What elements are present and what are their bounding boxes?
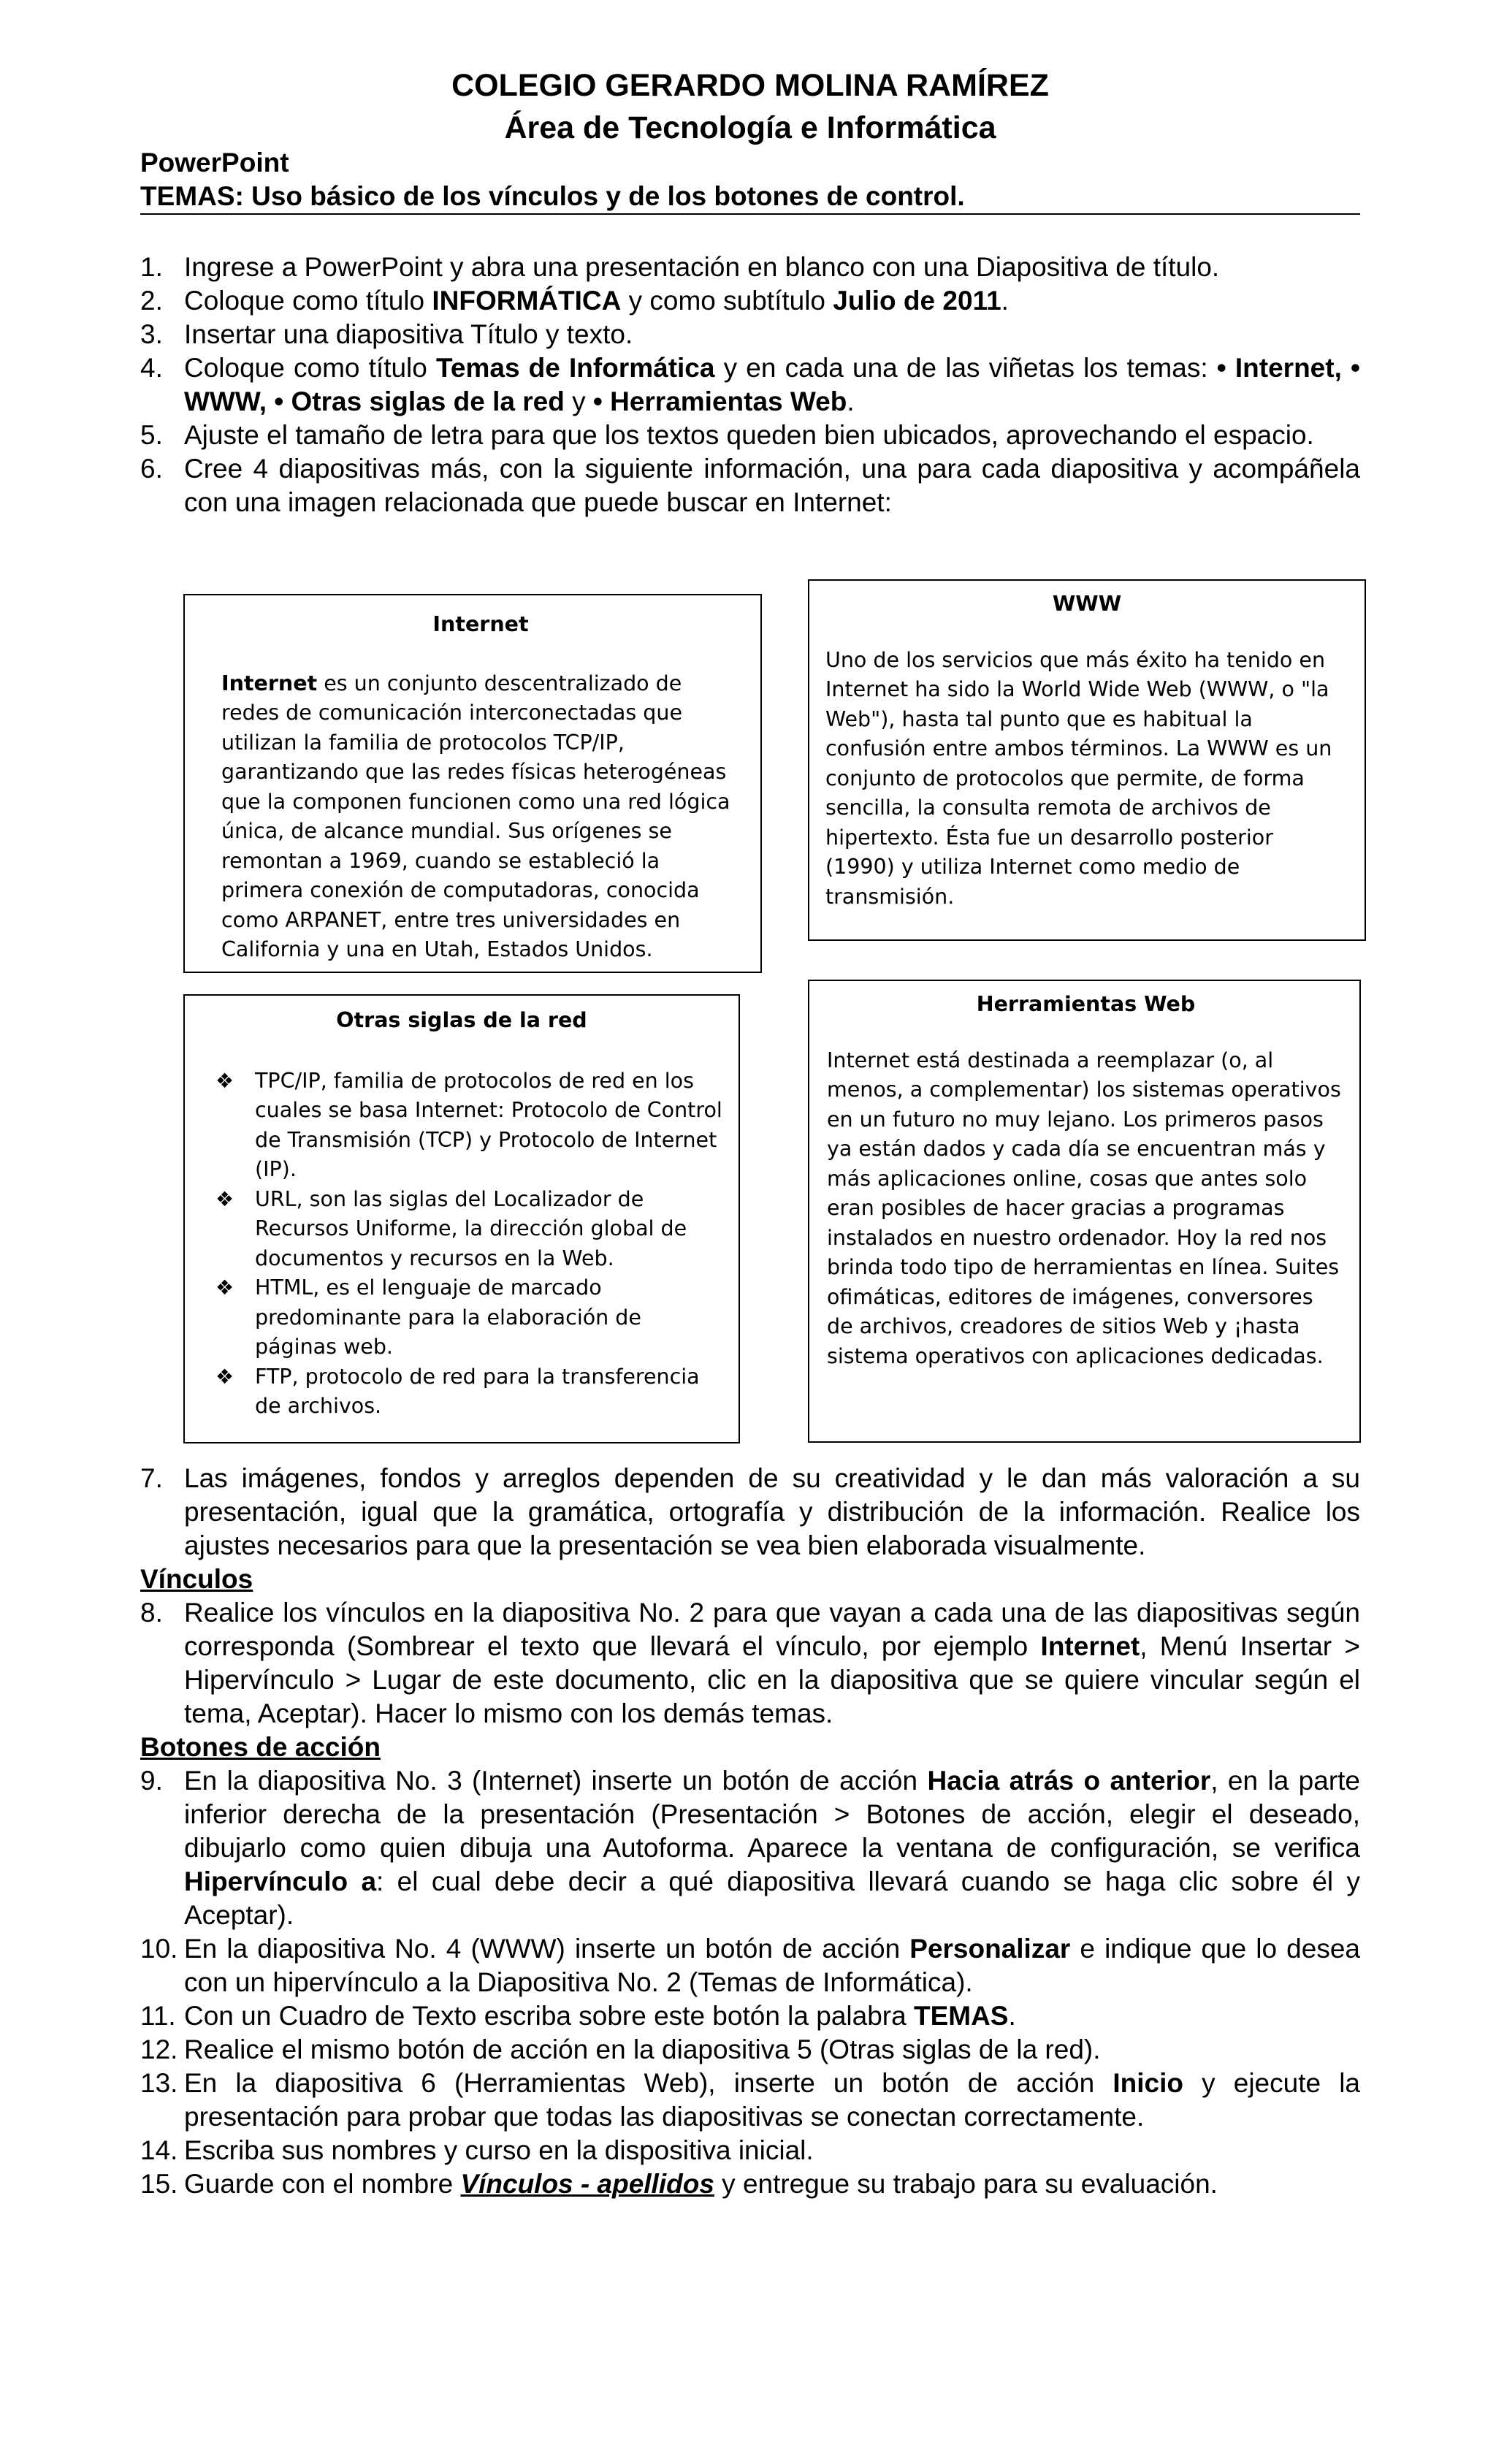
box-www (808, 579, 1366, 941)
plain-text: . (1008, 2001, 1016, 2031)
list-item (185, 1185, 724, 1274)
plain-text: Cree 4 diapositivas más, con la siguiente información, una para cada diapositiva y acompáñela con una imagen relacionada que puede buscar en Internet: (184, 454, 1360, 517)
list-item (140, 419, 1360, 452)
list-item-text (184, 286, 1009, 316)
plain-text: . (1001, 286, 1009, 316)
emphasis-text: • Internet, • WWW, • Otras siglas de la red (184, 353, 1360, 416)
list-item (140, 1596, 1360, 1731)
list-item-text (184, 420, 1314, 450)
list-item-number: 15. (140, 2169, 178, 2199)
emphasis-text: • Herramientas Web (592, 386, 847, 416)
emphasis-text: Julio de 2011 (833, 286, 1001, 316)
list-item-text (184, 1766, 1360, 1930)
plain-text: y en cada una de las viñetas los temas: (714, 353, 1217, 383)
list-item-number: 10. (140, 1934, 178, 1964)
diamond-bullet-icon: ❖ (215, 1275, 234, 1300)
diamond-bullet-icon: ❖ (215, 1186, 234, 1211)
plain-text: e indique que lo desea con un hipervínculo a la Diapositiva No. 2 (Temas de Informática). (184, 1934, 1360, 1997)
box-internet-body: es un conjunto descentralizado de redes de comunicación interconectadas que utilizan la familia de protocolos TCP/IP, garantizando que las redes físicas heterogéneas que la componen funcionen como una red lógica única, de alcance mundial. Sus orígenes se remontan a 1969, cuando se estableció la primera conexión de computadoras, conocida como ARPANET, entre tres universidades en California y una en Utah, Estados Unidos. (221, 671, 730, 961)
diamond-bullet-icon: ❖ (215, 1364, 234, 1389)
list-item-number: 6. (140, 454, 163, 484)
plain-text: y entregue su trabajo para su evaluación. (714, 2169, 1218, 2199)
list-item (140, 1932, 1360, 1999)
list-item (140, 1999, 1360, 2033)
list-item-text (184, 454, 1360, 517)
list-item-text (184, 353, 1360, 416)
list-item-number: 5. (140, 420, 163, 450)
list-item-number: 2. (140, 286, 163, 316)
plain-text: Realice el mismo botón de acción en la diapositiva 5 (Otras siglas de la red). (184, 2034, 1101, 2064)
document-header (140, 64, 1360, 149)
list-item-text (184, 1463, 1360, 1560)
box-herramientas-body: Internet está destinada a reemplazar (o, al menos, a complementar) los sistemas operativos en un futuro no muy lejano. Los primeros pasos ya están dados y cada día se encuentran más y más aplicaciones online, cosas que antes solo eran posibles de hacer gracias a programas instalados en nuestro ordenador. Hoy la red nos brinda todo tipo de herramientas en línea. Suites ofimáticas, editores de imágenes, conversores de archivos, creadores de sitios Web y ¡hasta sistema operativos con aplicaciones dedicadas. (827, 1048, 1341, 1368)
plain-text: En la diapositiva No. 3 (Internet) inserte un botón de acción (184, 1766, 928, 1796)
list-item-text: HTML, es el lenguaje de marcado predominante para la elaboración de páginas web. (255, 1275, 641, 1359)
plain-text: . (847, 386, 855, 416)
section-vinculos-title: Vínculos (140, 1564, 253, 1594)
plain-text: Las imágenes, fondos y arreglos dependen de su creatividad y le dan más valoración a su presentación, igual que la gramática, ortografía y distribución de la información. Realice los ajustes necesarios para que la presentación se vea bien elaborada visualmente. (184, 1463, 1360, 1560)
box-internet-text (221, 669, 740, 965)
list-item (140, 2067, 1360, 2134)
box-siglas-title: Otras siglas de la red (336, 1008, 587, 1032)
plain-text: y ejecute la presentación para probar que todas las diapositivas se conectan correctamente. (184, 2068, 1360, 2132)
list-item (140, 2134, 1360, 2167)
plain-text: Coloque como título (184, 353, 437, 383)
plain-text: y (564, 386, 593, 416)
subject-block (140, 146, 1360, 215)
section-botones-title: Botones de acción (140, 1732, 381, 1762)
plain-text: Coloque como título (184, 286, 432, 316)
list-item (185, 1273, 724, 1362)
list-item-number: 11. (140, 2001, 176, 2031)
box-internet-lead: Internet (221, 671, 318, 695)
list-item-number: 7. (140, 1463, 163, 1493)
box-siglas (183, 994, 740, 1443)
list-item-text: TPC/IP, familia de protocolos de red en los cuales se basa Internet: Protocolo de Control de Transmisión (TCP) y Protocolo de Internet (IP). (255, 1068, 722, 1181)
box-siglas-list (185, 1067, 724, 1422)
list-item-number: 4. (140, 353, 163, 383)
program-name: PowerPoint (140, 148, 289, 178)
list-item (140, 2033, 1360, 2067)
list-item (140, 318, 1360, 351)
list-item-number: 12. (140, 2034, 178, 2064)
list-item-number: 13. (140, 2068, 178, 2098)
emphasis-text: Personalizar (909, 1934, 1071, 1964)
plain-text: Guarde con el nombre (184, 2169, 461, 2199)
plain-text: , en la parte inferior derecha de la presentación (Presentación > Botones de acción, elegir el deseado, dibujarlo como quien dibuja una Autoforma. Aparece la ventana de configuración, se verifica (184, 1766, 1361, 1863)
plain-text: En la diapositiva No. 4 (WWW) inserte un botón de acción (184, 1934, 910, 1964)
list-item-text (184, 1598, 1360, 1728)
list-item (140, 452, 1360, 519)
list-item-text (184, 2169, 1218, 2199)
plain-text: : el cual debe decir a qué diapositiva llevará cuando se haga clic sobre él y Aceptar). (184, 1866, 1360, 1930)
plain-text: Realice los vínculos en la diapositiva No. 2 para que vayan a cada una de las diapositivas según corresponda (Sombrear el texto que llevará el vínculo, por ejemplo (184, 1598, 1360, 1661)
plain-text: y como subtítulo (621, 286, 833, 316)
emphasis-text: Vínculos - apellidos (460, 2169, 714, 2199)
plain-text: Ingrese a PowerPoint y abra una presentación en blanco con una Diapositiva de título. (184, 252, 1220, 282)
diamond-bullet-icon: ❖ (215, 1068, 234, 1093)
school-name: COLEGIO GERARDO MOLINA RAMÍREZ (451, 68, 1049, 103)
list-item (140, 251, 1360, 284)
list-item (140, 284, 1360, 318)
list-item (185, 1067, 724, 1185)
box-internet-title: Internet (432, 612, 529, 636)
emphasis-text: TEMAS (913, 2001, 1009, 2031)
list-item-text: FTP, protocolo de red para la transferencia de archivos. (255, 1364, 700, 1418)
list-item-number: 1. (140, 252, 163, 282)
list-item-text: URL, son las siglas del Localizador de Recursos Uniforme, la dirección global de documentos y recursos en la Web. (255, 1186, 687, 1270)
steps-list-b (140, 1462, 1360, 2201)
plain-text: Insertar una diapositiva Título y texto. (184, 319, 633, 349)
list-item-text (184, 1934, 1360, 1997)
list-item-text (184, 252, 1219, 282)
plain-text: Ajuste el tamaño de letra para que los textos queden bien ubicados, aprovechando el espacio. (184, 420, 1314, 450)
box-www-title: WWW (1052, 592, 1122, 616)
list-item-text (184, 2001, 1016, 2031)
list-item (185, 1362, 724, 1422)
list-item-number: 9. (140, 1766, 163, 1796)
list-item (140, 1462, 1360, 1563)
list-item (140, 351, 1360, 419)
emphasis-text: Temas de Informática (436, 353, 715, 383)
box-internet (183, 594, 762, 973)
topics-line: TEMAS: Uso básico de los vínculos y de los botones de control. (140, 181, 965, 211)
steps-list-a (140, 251, 1360, 519)
list-item-text (184, 319, 633, 349)
area-name: Área de Tecnología e Informática (504, 110, 996, 145)
emphasis-text: Internet (1040, 1631, 1140, 1661)
list-item (140, 2167, 1360, 2201)
plain-text: Con un Cuadro de Texto escriba sobre este botón la palabra (184, 2001, 914, 2031)
emphasis-text: INFORMÁTICA (432, 286, 622, 316)
emphasis-text: Hacia atrás o anterior (927, 1766, 1211, 1796)
list-item-text (184, 2135, 814, 2165)
emphasis-text: Inicio (1113, 2068, 1183, 2098)
emphasis-text: Hipervínculo a (184, 1866, 377, 1896)
list-item-number: 8. (140, 1598, 163, 1628)
list-item (140, 1764, 1360, 1932)
plain-text: Escriba sus nombres y curso en la dispositiva inicial. (184, 2135, 814, 2165)
box-www-body: Uno de los servicios que más éxito ha tenido en Internet ha sido la World Wide Web (WWW, o "la Web"), hasta tal punto que es habitual la confusión entre ambos términos. La WWW es un conjunto de protocolos que permite, de forma sencilla, la consulta remota de archivos de hipertexto. Ésta fue un desarrollo posterior (1990) y utiliza Internet como medio de transmisión. (825, 647, 1332, 909)
list-item-number: 3. (140, 319, 163, 349)
box-herramientas-title: Herramientas Web (976, 992, 1196, 1016)
list-item-text (184, 2068, 1360, 2132)
list-item-text (184, 2034, 1101, 2064)
plain-text: En la diapositiva 6 (Herramientas Web), inserte un botón de acción (184, 2068, 1113, 2098)
list-item-number: 14. (140, 2135, 178, 2165)
plain-text: , Menú Insertar > Hipervínculo > Lugar de este documento, clic en la diapositiva que se quiere vincular según el tema, Aceptar). Hacer lo mismo con los demás temas. (184, 1631, 1361, 1728)
box-herramientas (808, 980, 1361, 1443)
